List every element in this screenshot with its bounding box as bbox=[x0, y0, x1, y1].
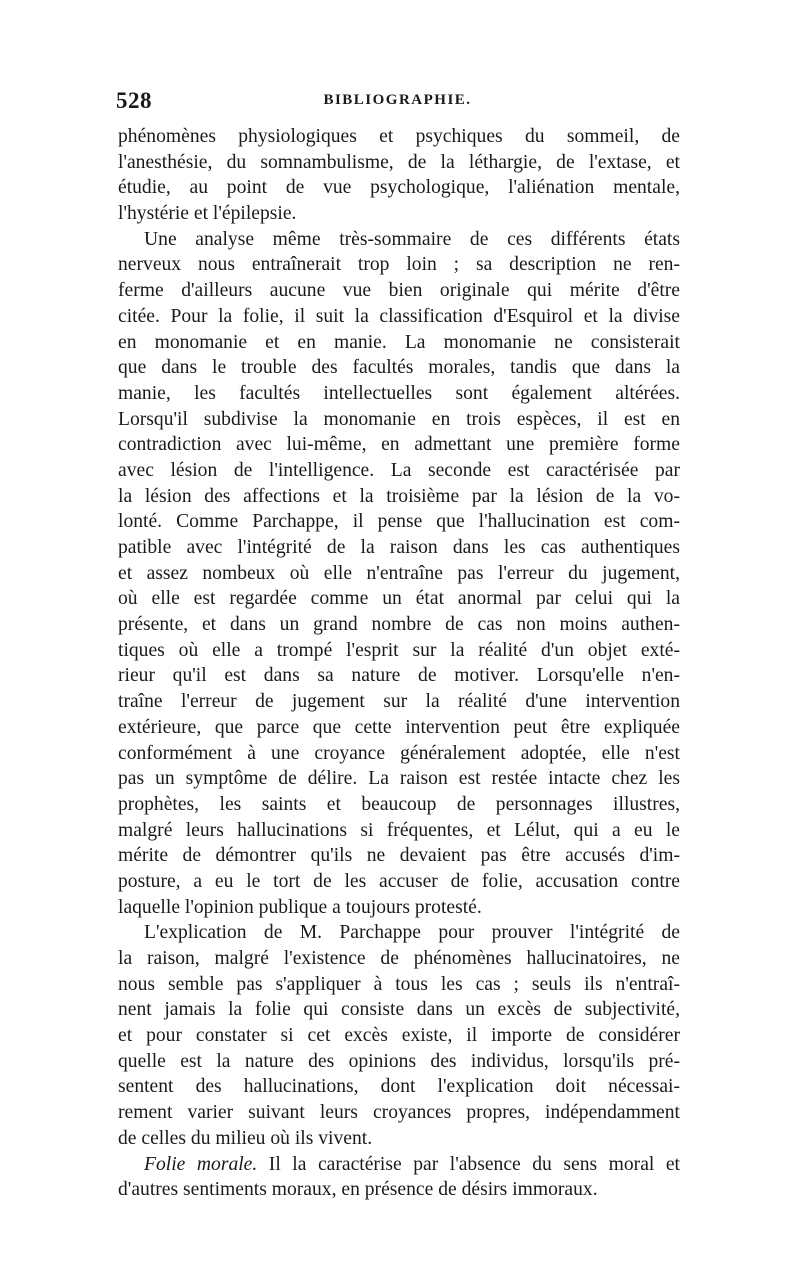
text-line: conformément à une croyance généralement adoptée, elle n'est bbox=[118, 742, 680, 764]
text-line: la raison, malgré l'existence de phénomènes hallucinatoires, ne bbox=[118, 948, 680, 969]
text-line: la lésion des affections et la troisième par la lésion de la vo- bbox=[118, 485, 680, 507]
text-line: ferme d'ailleurs aucune vue bien originale qui mérite d'être bbox=[118, 280, 680, 302]
paragraph-3 bbox=[118, 920, 680, 1151]
paragraph-4 bbox=[118, 1152, 680, 1203]
text-line-rest: Il la caractérise par l'absence du sens moral et bbox=[257, 1153, 680, 1175]
body-text bbox=[118, 124, 680, 1203]
text-line: de celles du milieu où ils vivent. bbox=[118, 1127, 373, 1149]
text-line: Lorsqu'il subdivise la monomanie en trois espèces, il est en bbox=[118, 408, 680, 430]
text-line: où elle est regardée comme un état anormal par celui qui la bbox=[118, 588, 680, 610]
text-line: sentent des hallucinations, dont l'explication doit nécessai- bbox=[118, 1076, 680, 1098]
text-line: que dans le trouble des facultés morales, tandis que dans la bbox=[118, 357, 680, 379]
text-line: rieur qu'il est dans sa nature de motiver. Lorsqu'elle n'en- bbox=[118, 665, 680, 687]
page-number: 528 bbox=[116, 88, 152, 113]
text-line bbox=[118, 1152, 680, 1178]
text-line: rement varier suivant leurs croyances propres, indépendamment bbox=[118, 1102, 680, 1124]
text-line: manie, les facultés intellectuelles sont également altérées. bbox=[118, 382, 680, 404]
text-line: L'explication de M. Parchappe pour prouver l'intégrité de bbox=[144, 922, 680, 944]
text-line: avec lésion de l'intelligence. La seconde est caractérisée par bbox=[118, 459, 680, 481]
text-line: nerveux nous entraînerait trop loin ; sa description ne ren- bbox=[118, 254, 680, 276]
text-line: et pour constater si cet excès existe, il importe de considérer bbox=[118, 1025, 680, 1047]
text-line: posture, a eu le tort de les accuser de folie, accusation contre bbox=[118, 870, 680, 892]
paragraph-1 bbox=[118, 124, 680, 227]
text-line: traîne l'erreur de jugement sur la réalité d'une intervention bbox=[118, 691, 680, 713]
section-term-folie-morale: Folie morale. bbox=[144, 1153, 258, 1175]
text-line: et assez nombeux où elle n'entraîne pas l'erreur du jugement, bbox=[118, 562, 680, 584]
text-line: pas un symptôme de délire. La raison est restée intacte chez les bbox=[118, 768, 680, 790]
text-line: présente, et dans un grand nombre de cas non moins authen- bbox=[118, 614, 680, 636]
text-line: phénomènes physiologiques et psychiques du sommeil, de bbox=[118, 126, 680, 147]
text-line: mérite de démontrer qu'ils ne devaient pas être accusés d'im- bbox=[118, 845, 680, 867]
text-line: malgré leurs hallucinations si fréquentes, et Lélut, qui a eu le bbox=[118, 819, 680, 841]
text-line: nous semble pas s'appliquer à tous les cas ; seuls ils n'entraî- bbox=[118, 973, 680, 995]
text-line: patible avec l'intégrité de la raison dans les cas authentiques bbox=[118, 537, 680, 558]
text-line: contradiction avec lui-même, en admettant une première forme bbox=[118, 434, 680, 456]
running-title: BIBLIOGRAPHIE. bbox=[323, 92, 472, 108]
text-line: l'hystérie et l'épilepsie. bbox=[118, 203, 297, 225]
text-line: l'anesthésie, du somnambulisme, de la léthargie, de l'extase, et bbox=[118, 151, 680, 173]
text-line: tiques où elle a trompé l'esprit sur la réalité d'un objet exté- bbox=[118, 639, 680, 661]
text-line: extérieure, que parce que cette intervention peut être expliquée bbox=[118, 716, 680, 738]
text-line: étudie, au point de vue psychologique, l'aliénation mentale, bbox=[118, 177, 680, 199]
text-line: prophètes, les saints et beaucoup de personnages illustres, bbox=[118, 793, 680, 815]
text-line: citée. Pour la folie, il suit la classification d'Esquirol et la divise bbox=[118, 305, 680, 327]
text-line: d'autres sentiments moraux, en présence de désirs immoraux. bbox=[118, 1179, 598, 1201]
running-head bbox=[116, 88, 679, 118]
text-line: quelle est la nature des opinions des individus, lorsqu'ils pré- bbox=[118, 1050, 680, 1072]
text-line: nent jamais la folie qui consiste dans un excès de subjectivité, bbox=[118, 999, 680, 1021]
text-line: Une analyse même très-sommaire de ces différents états bbox=[144, 228, 680, 250]
paragraph-2 bbox=[118, 227, 680, 921]
text-line: laquelle l'opinion publique a toujours protesté. bbox=[118, 896, 482, 918]
text-line: lonté. Comme Parchappe, il pense que l'hallucination est com- bbox=[118, 511, 680, 533]
text-line: en monomanie et en manie. La monomanie ne consisterait bbox=[118, 331, 680, 353]
